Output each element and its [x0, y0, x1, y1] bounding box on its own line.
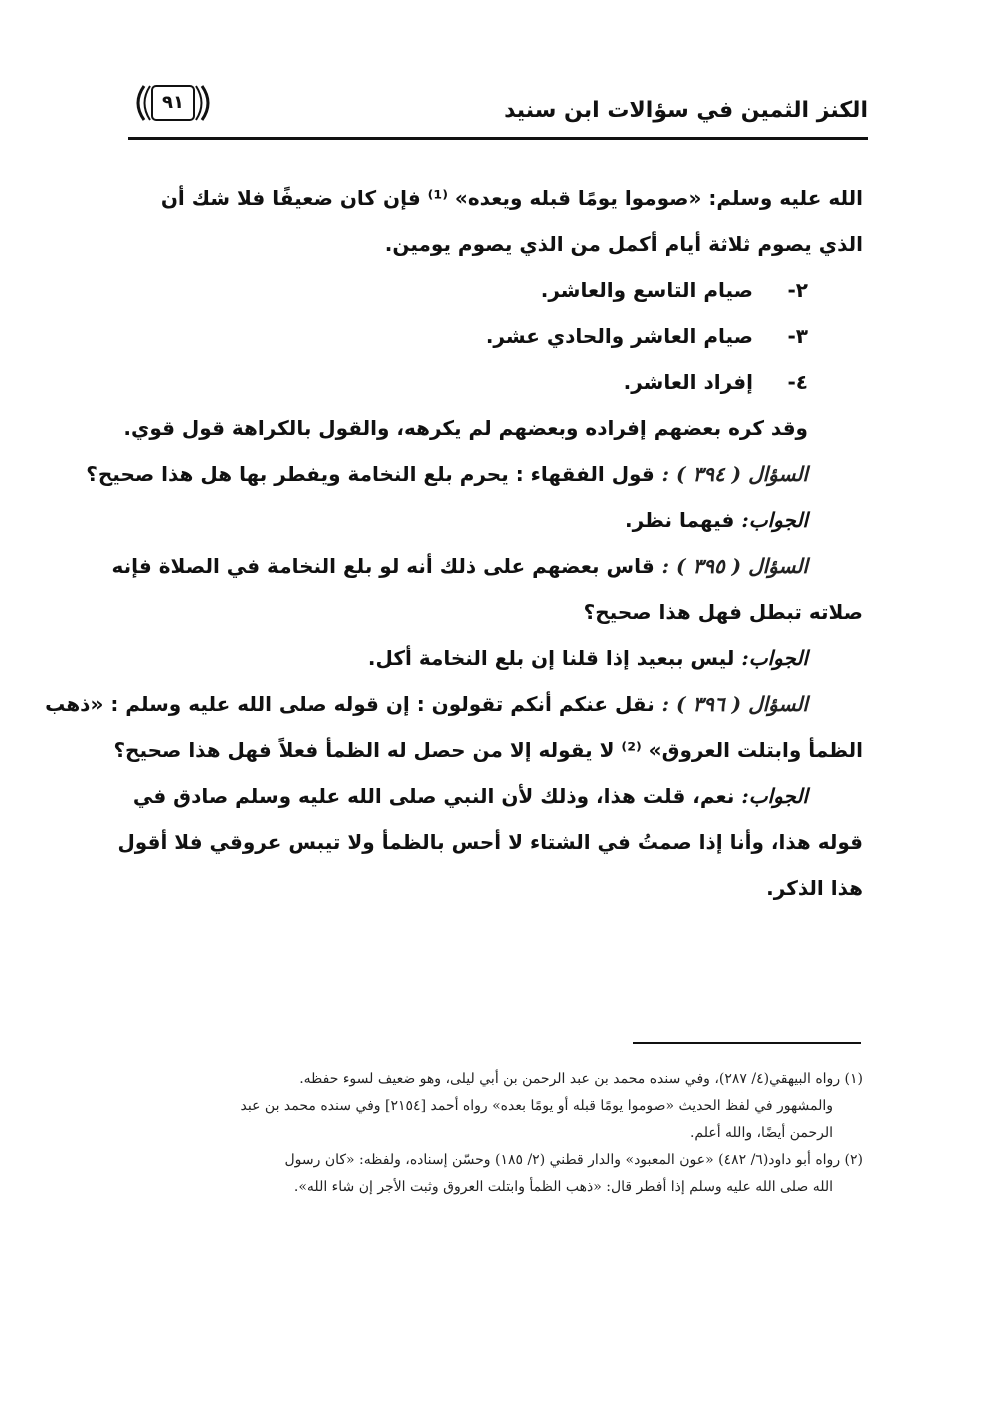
page-number-ornament [130, 82, 216, 124]
list-text: إفراد العاشر. [623, 370, 753, 394]
answer-394 [128, 497, 863, 543]
footnote-1-continued: والمشهور في لفظ الحديث «صوموا يومًا قبله أو يومًا بعده» رواه أحمد [٢١٥٤] وفي سنده محمد بن عبد [240, 1098, 833, 1114]
footnote-2: (٢) رواه أبو داود(٦/ ٤٨٢) «عون المعبود» والدار قطني (٢/ ١٨٥) وحسّن إسناده، ولفظه: «كان رسول [284, 1152, 863, 1168]
question-text: قاس بعضهم على ذلك أنه لو بلع النخامة في الصلاة فإنه [111, 554, 655, 578]
main-text [45, 175, 863, 911]
book-title: الكنز الثمين في سؤالات ابن سنيد [504, 98, 868, 123]
answer-label: الجواب: [741, 784, 808, 808]
list-item [128, 267, 863, 313]
question-label: السؤال ( ٣٩٦ ) : [661, 692, 808, 716]
list-item [128, 359, 863, 405]
list-number: ٢- [787, 278, 808, 302]
answer-395 [128, 635, 863, 681]
list-text: صيام العاشر والحادي عشر. [485, 324, 753, 348]
header-divider [128, 137, 868, 140]
question-label: السؤال ( ٣٩٥ ) : [661, 554, 808, 578]
list-number: ٤- [787, 370, 808, 394]
footnote-divider [633, 1042, 861, 1044]
list-item [128, 313, 863, 359]
footnotes [128, 1066, 863, 1201]
list-number: ٣- [787, 324, 808, 348]
text-line: الله عليه وسلم: «صوموا يومًا قبله ويعده» ⁽¹⁾ فإن كان ضعيفًا فلا شك أن [160, 186, 863, 210]
question-394 [86, 451, 863, 497]
answer-396 [128, 773, 863, 819]
footnote-1-continued: الرحمن أيضًا، والله أعلم. [689, 1125, 833, 1141]
footnote-1: (١) رواه البيهقي(٤/ ٢٨٧)، وفي سنده محمد بن عبد الرحمن بن أبي ليلى، وهو ضعيف لسوء حفظه. [299, 1071, 863, 1087]
footnote-2-continued: الله صلى الله عليه وسلم إذا أفطر قال: «ذهب الظمأ وابتلت العروق وثبت الأجر إن شاء الله». [293, 1179, 833, 1195]
text-line: الذي يصوم ثلاثة أيام أكمل من الذي يصوم يومين. [384, 232, 863, 256]
answer-text: ليس ببعيد إذا قلنا إن بلع النخامة أكل. [367, 646, 735, 670]
answer-label: الجواب: [741, 646, 808, 670]
question-text: قول الفقهاء : يحرم بلع النخامة ويفطر بها هل هذا صحيح؟ [86, 462, 655, 486]
question-395 [111, 543, 863, 589]
question-text: نقل عنكم أنكم تقولون : إن قوله صلى الله عليه وسلم : «ذهب [45, 692, 655, 716]
page-number: ٩١ [162, 92, 184, 113]
text-line: وقد كره بعضهم إفراده وبعضهم لم يكرهه، والقول بالكراهة قول قوي. [123, 416, 808, 440]
answer-text-continued: قوله هذا، وأنا إذا صمتُ في الشتاء لا أحس بالظمأ ولا تيبس عروقي فلا أقول [117, 830, 863, 854]
question-text-continued: الظمأ وابتلت العروق» ⁽²⁾ لا يقوله إلا من حصل له الظمأ فعلاً فهل هذا صحيح؟ [113, 738, 863, 762]
page-header [128, 76, 868, 142]
question-text-continued: صلاته تبطل فهل هذا صحيح؟ [583, 600, 863, 624]
list-text: صيام التاسع والعاشر. [540, 278, 753, 302]
question-396 [45, 681, 863, 727]
answer-text: فيهما نظر. [624, 508, 735, 532]
answer-label: الجواب: [741, 508, 808, 532]
question-label: السؤال ( ٣٩٤ ) : [661, 462, 808, 486]
answer-text-continued: هذا الذكر. [766, 876, 863, 900]
answer-text: نعم، قلت هذا، وذلك لأن النبي صلى الله عليه وسلم صادق في [132, 784, 735, 808]
